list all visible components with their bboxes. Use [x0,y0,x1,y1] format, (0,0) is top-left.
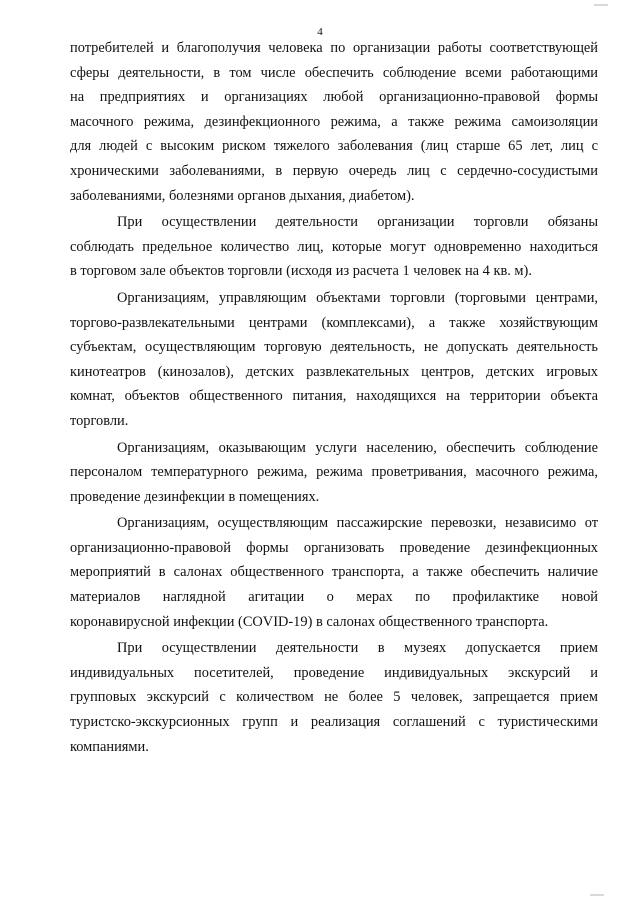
text-line: хроническими заболеваниями, в первую очередь лиц с сердечно-сосудистыми [70,162,598,179]
text-line: При осуществлении деятельности в музеях допускается прием [117,640,598,657]
text-line: для людей с высоким риском тяжелого заболевания (лиц старше 65 лет, лиц с [70,138,598,155]
text-line: Организациям, управляющим объектами торговли (торговыми центрами, [117,289,598,306]
text-line: индивидуальных посетителей, проведение индивидуальных экскурсий и [70,664,598,681]
text-line: потребителей и благополучия человека по организации работы соответствующей [70,40,598,56]
text-line: При осуществлении деятельности организации торговли обязаны [117,214,598,231]
paragraph-2 [70,210,598,284]
text-line: туристско-экскурсионных групп и реализация соглашений с туристическими [70,714,598,731]
text-line: персоналом температурного режима, режима проветривания, масочного режима, [70,464,598,481]
text-line: комнат, объектов общественного питания, находящихся на территории объекта [70,388,598,405]
text-line: в торговом зале объектов торговли (исходя из расчета 1 человек на 4 кв. м). [70,263,532,280]
scan-mark-top [594,4,608,6]
page-number: 4 [317,26,323,38]
text-line: субъектам, осуществляющим торговую деятельность, не допускать деятельность [70,339,598,356]
paragraph-6 [70,636,598,759]
text-line: соблюдать предельное количество лиц, которые могут одновременно находиться [70,238,598,255]
text-line: мероприятий в салонах общественного транспорта, а также обеспечить наличие [70,564,598,581]
text-line: масочного режима, дезинфекционного режима, а также режима самоизоляции [70,113,598,130]
text-line: кинотеатров (кинозалов), детских развлекательных центров, детских игровых [70,363,598,380]
scan-mark-bottom [590,894,604,896]
text-line: на предприятиях и организациях любой организационно-правовой формы [70,89,598,106]
paragraph-5 [70,511,598,634]
paragraph-1 [70,36,598,208]
text-line: Организациям, оказывающим услуги населению, обеспечить соблюдение [117,439,598,456]
text-line: торгово-развлекательными центрами (комплексами), а также хозяйствующим [70,314,598,331]
text-line: Организациям, осуществляющим пассажирские перевозки, независимо от [117,515,598,532]
text-line: материалов наглядной агитации о мерах по профилактике новой [70,589,598,606]
text-line: коронавирусной инфекции (COVID-19) в салонах общественного транспорта. [70,613,549,630]
text-line: сферы деятельности, в том числе обеспечить соблюдение всеми работающими [70,64,598,81]
paragraph-4 [70,436,598,510]
paragraph-3 [70,286,598,434]
document-body [70,36,598,760]
text-line: групповых экскурсий с количеством не более 5 человек, запрещается прием [70,689,598,706]
text-line: проведение дезинфекции в помещениях. [70,488,320,505]
text-line: торговли. [70,412,129,429]
text-line: компаниями. [70,738,149,755]
text-line: заболеваниями, болезнями органов дыхания, диабетом). [70,187,415,204]
text-line: организационно-правовой формы организовать проведение дезинфекционных [70,539,598,556]
